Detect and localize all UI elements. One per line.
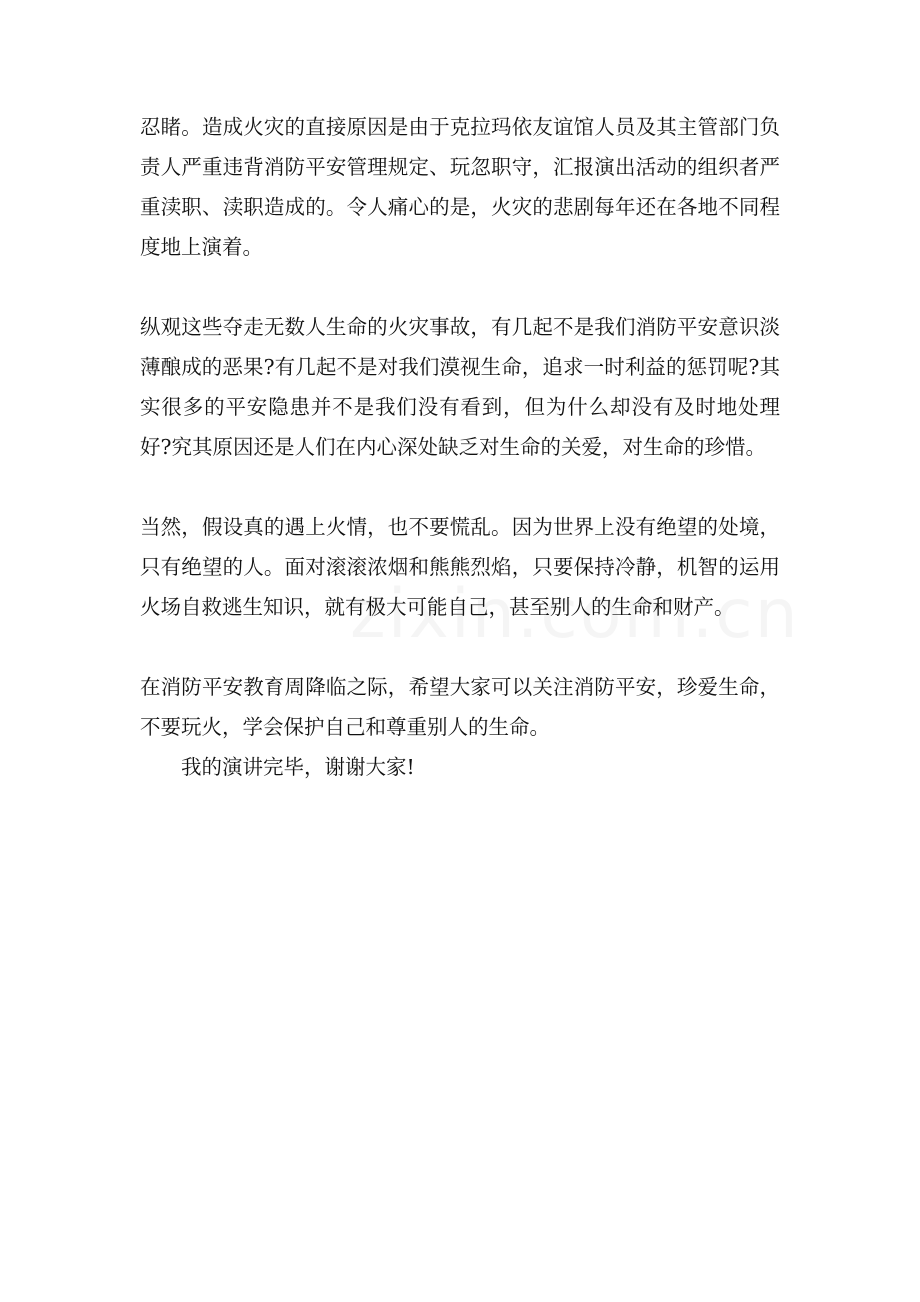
- document-body: [140, 107, 780, 787]
- paragraph-3: 当然，假设真的遇上火情，也不要慌乱。因为世界上没有绝望的处境，只有绝望的人。面对滚滚浓烟和熊熊烈焰，只要保持冷静，机智的运用火场自救逃生知识，就有极大可能自己，甚至别人的生命和财产。: [140, 515, 780, 619]
- paragraph-1: 忍睹。造成火灾的直接原因是由于克拉玛依友谊馆人员及其主管部门负责人严重违背消防平安管理规定、玩忽职守，汇报演出活动的组织者严重渎职、渎职造成的。令人痛心的是，火灾的悲剧每年还在各地不同程度地上演着。: [140, 115, 780, 259]
- closing-line: 我的演讲完毕，谢谢大家!: [181, 755, 415, 779]
- paragraph-2: 纵观这些夺走无数人生命的火灾事故，有几起不是我们消防平安意识淡薄酿成的恶果?有几起不是对我们漠视生命，追求一时利益的惩罚呢?其实很多的平安隐患并不是我们没有看到，但为什么却没有及时地处理好?究其原因还是人们在内心深处缺乏对生命的关爱，对生命的珍惜。: [140, 315, 780, 459]
- paragraph-4: 在消防平安教育周降临之际，希望大家可以关注消防平安，珍爱生命，不要玩火，学会保护自己和尊重别人的生命。: [140, 675, 780, 739]
